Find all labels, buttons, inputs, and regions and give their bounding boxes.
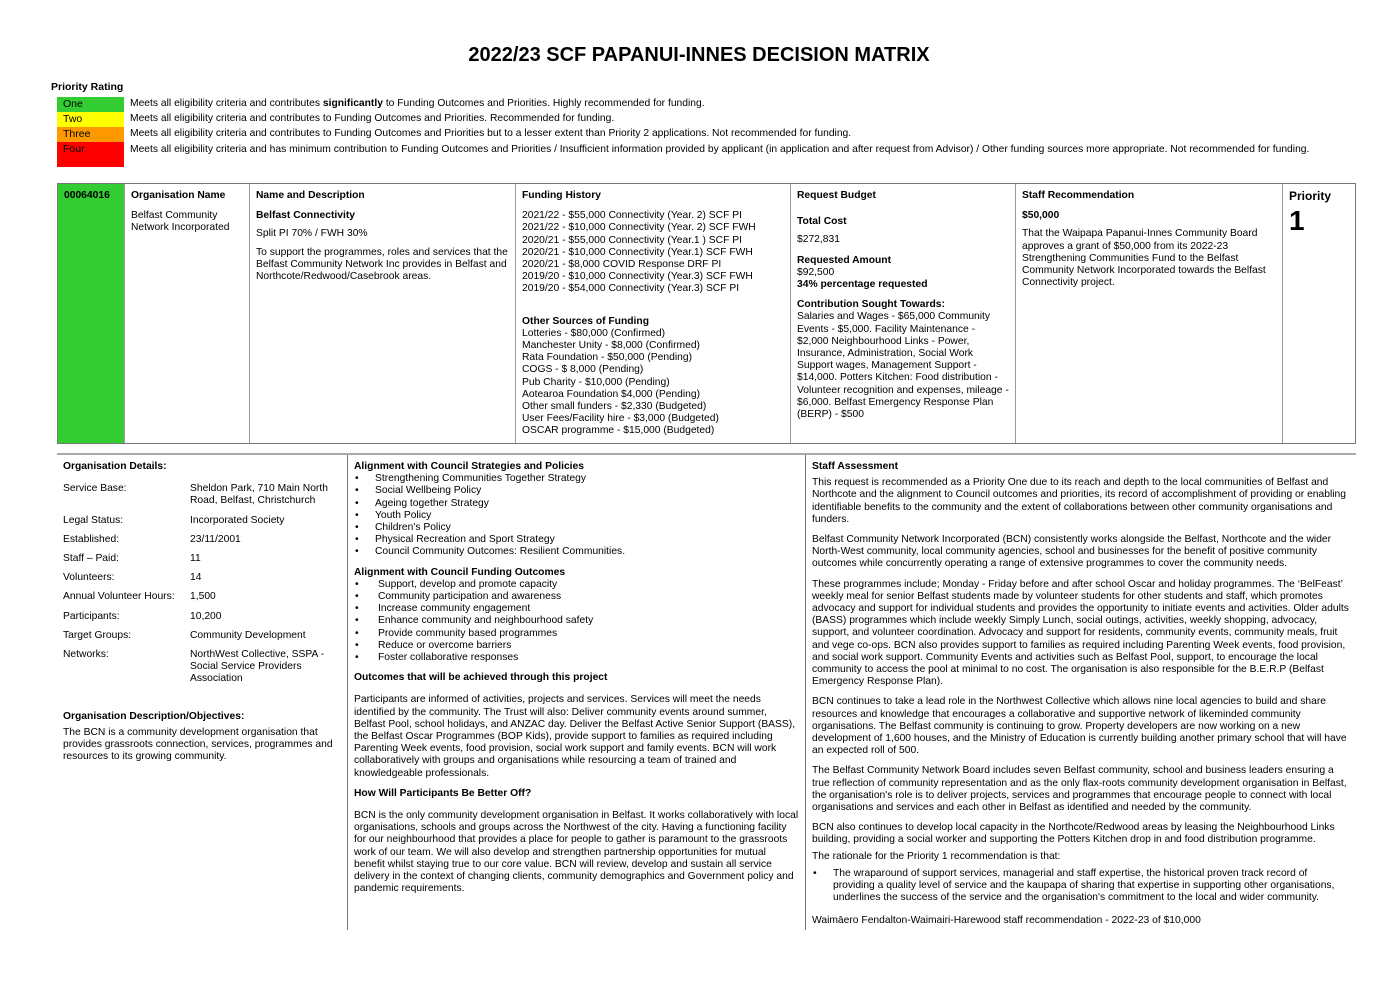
name-description-header: Name and Description [256,190,365,201]
other-source-item: User Fees/Facility hire - $3,000 (Budgeted) [522,413,719,425]
organisation-name-header: Organisation Name [131,190,226,201]
list-item: • Physical Recreation and Sport Strategy [354,534,799,546]
priority-header: Priority [1289,189,1332,203]
page-title: 2022/23 SCF PAPANUI-INNES DECISION MATRIX [468,44,930,66]
rationale-intro: The rationale for the Priority 1 recommendation is that: [812,850,1061,862]
priority-value: 1 [1289,205,1305,237]
detail-row-service-base: Service Base: Sheldon Park, 710 Main North Road, Belfast, Christchurch [63,483,328,507]
funding-history-list [522,210,784,295]
recommendation-text: That the Waipapa Papanui-Innes Community Board approves a grant of $50,000 from its 2022-23 Strengthening Communities Fund to the Belfast Community Network Incorporated towards the Belfast Connectivity project. [1022,228,1266,289]
staff-recommendation-cell [1016,184,1283,443]
request-budget-header: Request Budget [797,190,876,201]
list-item: • Ageing together Strategy [354,498,799,510]
project-name: Belfast Connectivity [256,210,355,222]
staff-recommendation-header: Staff Recommendation [1022,190,1135,201]
funding-history-item: 2019/20 - $10,000 Connectivity (Year.3) SCF FWH [522,271,753,283]
organisation-details-column [57,455,347,930]
detail-row-staff-paid: Staff – Paid: 11 [63,553,201,565]
requested-amount-value: $92,500 [797,266,835,278]
detail-row-networks: Networks: NorthWest Collective, SSPA - Social Service Providers Association [63,649,325,685]
list-item: • The wraparound of support services, managerial and staff expertise, the historical proven track record of providing a quality level of service and the kaupapa of sharing that expertise in supporting other organisations, underlines the success of the service and the organisation's commitment to the local and wider community. [812,868,1350,905]
list-item: • Increase community engagement [354,603,799,615]
application-id-cell [58,184,125,443]
priority-one-description: Meets all eligibility criteria and contributes significantly to Funding Outcomes and Priorities. Highly recommended for funding. [130,98,705,109]
better-off-heading: How Will Participants Be Better Off? [354,787,532,799]
assessment-paragraph: BCN also continues to develop local capacity in the Northcote/Redwood areas by leasing the Neighbourhood Links building, providing a social worker and supporting the Potters Kitchen drop in and food distribution programme. [812,822,1335,846]
other-source-item: COGS - $ 8,000 (Pending) [522,364,644,376]
detail-row-target-groups: Target Groups: Community Development [63,629,306,641]
funding-outcomes-list [354,579,799,664]
assessment-paragraph: The Belfast Community Network Board includes seven Belfast community, school and business leaders ensuring a true reflection of community representation and as the only flax-roots community development organisation in Belfast, the organisation's role is to deliver projects, services and programmes that encourage people to connect with local organisations and services and each other in Belfast as identified and needed by the community. [812,765,1347,814]
list-item: • Social Wellbeing Policy [354,485,799,497]
list-item: • Youth Policy [354,510,799,522]
other-source-item: Pub Charity - $10,000 (Pending) [522,376,670,388]
assessment-paragraph: This request is recommended as a Priority One due to its reach and depth to the local communities of Belfast and Northcote and the alignment to Council outcomes and priorities, its record of accomplishment of providing or enabling identifiable benefits to the community and the extent of collaborations between other community organisations and funders. [812,477,1347,525]
better-off-text: BCN is the only community development organisation in Belfast. It works collaboratively with local organisations, schools and groups across the Northwest of the city. Having a functioning facility for our neighbourhood that provides a place for people to gather is paramount to the grassroots work of our team. We will also develop and strengthen partnership opportunities for mutual benefit whilst staying true to our core value. BCN will review, develop and sustain all service delivery in the context of changing clients, community demographics and Government policy and pandemic requirements. [354,810,799,895]
other-sources-list [522,328,784,438]
priority-one-swatch: One [57,97,124,112]
detail-row-volunteer-hours: Annual Volunteer Hours: 1,500 [63,591,216,603]
strategies-list [354,473,799,558]
contribution-sought-label: Contribution Sought Towards: [797,299,945,311]
organisation-details-heading: Organisation Details: [63,461,167,472]
funding-outcomes-heading: Alignment with Council Funding Outcomes [354,566,566,578]
detail-row-volunteers: Volunteers: 14 [63,572,202,584]
list-item: • Foster collaborative responses [354,652,799,664]
detail-row-participants: Participants: 10,200 [63,610,222,622]
funding-history-item: 2021/22 - $10,000 Connectivity (Year. 2) SCF FWH [522,222,756,234]
other-source-item: Rata Foundation - $50,000 (Pending) [522,352,693,364]
total-cost-label: Total Cost [797,216,847,228]
organisation-name: Belfast Community Network Incorporated [131,210,230,234]
other-source-item: Manchester Unity - $8,000 (Confirmed) [522,340,700,352]
staff-assessment-heading: Staff Assessment [812,461,899,472]
priority-cell [1283,184,1355,443]
list-item: • Community participation and awareness [354,591,799,603]
priority-rating-heading: Priority Rating [51,81,124,93]
name-description-cell [250,184,516,443]
list-item: • Support, develop and promote capacity [354,579,799,591]
priority-four-description: Meets all eligibility criteria and has minimum contribution to Funding Outcomes and Priorities / Insufficient information provided by applicant (in application and after request from Advisor) / Other funding sources more appropriate. Not recommended for funding. [130,144,1310,155]
funding-history-cell [516,184,791,443]
priority-two-swatch: Two [57,112,124,127]
request-budget-cell [791,184,1016,443]
funding-history-item: 2020/21 - $55,000 Connectivity (Year.1 ) SCF PI [522,234,742,246]
outcomes-achieved-heading: Outcomes that will be achieved through this project [354,672,608,684]
details-section [57,453,1356,930]
rationale-list [812,868,1350,905]
funding-history-item: 2019/20 - $54,000 Connectivity (Year.3) SCF PI [522,283,740,295]
detail-row-established: Established: 23/11/2001 [63,533,241,545]
assessment-paragraph: BCN continues to take a lead role in the Northwest Collective which allows nine local agencies to build and share resources and knowledge that encourages a collaborative and supportive network of likeminded community organisations. The Belfast community is continuing to grow. Property developers are now working on a new development of 1,600 houses, and the Ministry of Education is currently building another primary school that will have an expected roll of 500. [812,696,1347,757]
total-cost-value: $272,831 [797,234,840,246]
list-item: • Strengthening Communities Together Strategy [354,473,799,485]
other-sources-header: Other Sources of Funding [522,315,649,327]
detail-row-legal-status: Legal Status: Incorporated Society [63,514,285,526]
other-source-item: Aotearoa Foundation $4,000 (Pending) [522,388,701,400]
alignment-column [348,455,805,930]
priority-three-swatch: Three [57,127,124,142]
list-item: • Reduce or overcome barriers [354,640,799,652]
priority-four-swatch: Four [57,142,124,167]
funding-history-item: 2020/21 - $8,000 COVID Response DRF PI [522,259,722,271]
recommended-amount: $50,000 [1022,210,1060,222]
other-source-item: OSCAR programme - $15,000 (Budgeted) [522,425,715,437]
priority-two-description: Meets all eligibility criteria and contributes to Funding Outcomes and Priorities. Recommended for funding. [130,113,615,124]
funding-history-item: 2020/21 - $10,000 Connectivity (Year.1) SCF FWH [522,246,753,258]
list-item: • Enhance community and neighbourhood safety [354,615,799,627]
organisation-description-heading: Organisation Description/Objectives: [63,710,245,722]
application-id: 00064016 [64,190,110,201]
contribution-sought-text: Salaries and Wages - $65,000 Community Events - $5,000. Facility Maintenance - $2,000 Neighbourhood Links - Power, Insurance, Administration, Social Work Support wages, Management Support - $14,000. Potters Kitchen: Food distribution - Volunteer recognition and expenses, mileage - $6,000. Belfast Emergency Response Plan (BERP) - $500 [797,311,1009,421]
organisation-cell [125,184,250,443]
other-source-item: Other small funders - $2,330 (Budgeted) [522,401,707,413]
other-source-item: Lotteries - $80,000 (Confirmed) [522,327,666,339]
split-ratio: Split PI 70% / FWH 30% [256,228,368,240]
organisation-description-text: The BCN is a community development organisation that provides grassroots connection, services, programmes and resources to its growing community. [63,726,333,763]
funding-history-header: Funding History [522,190,601,201]
list-item: • Children's Policy [354,522,799,534]
funding-history-item: 2021/22 - $55,000 Connectivity (Year. 2) SCF PI [522,210,742,222]
priority-three-description: Meets all eligibility criteria and contributes to Funding Outcomes and Priorities but to a lesser extent than Priority 2 applications. Not recommended for funding. [130,128,852,139]
application-row [57,183,1356,444]
outcomes-achieved-text: Participants are informed of activities, projects and services. Services will meet the needs identified by the community. The Trust will also: Deliver community events around summer, Belfast Pool, school holidays, and ANZAC day. Deliver the Belfast Active Senior Support (BASS), the Belfast Oscar Programmes (BOP Kids), provide support to families as required including Parenting Week events, food provision, social work support and family events. BCN will work collaboratively with groups and organisations while resourcing a team of trained and knowledgeable professionals. [354,694,796,779]
assessment-footer: Waimāero Fendalton-Waimairi-Harewood staff recommendation - 2022-23 of $10,000 [812,914,1201,926]
list-item: • Council Community Outcomes: Resilient Communities. [354,546,799,558]
staff-assessment-column [806,455,1356,930]
strategies-heading: Alignment with Council Strategies and Policies [354,461,585,472]
list-item: • Provide community based programmes [354,628,799,640]
project-description: To support the programmes, roles and services that the Belfast Community Network Inc provides in Belfast and Northcote/Redwood/Casebrook areas. [256,246,508,283]
requested-amount-label: Requested Amount [797,254,892,266]
assessment-paragraph: These programmes include; Monday - Friday before and after school Oscar and holiday programmes. The ‘BelFeast’ weekly meal for senior Belfast students made by volunteer students for other students and staff, which promotes advocacy and support for individual students and provides the opportunity to initiate events and activities. Older adults (BASS) programmes which include weekly Simply Lunch, social outings, activities, weekly shopping, advocacy, support, and volunteer coordination. Advocacy and support for residents, community events, community meals, fruit and vege co-ops. BCN also provides support to families as required including Parenting Week events, food provision, and social work support. Community Events and activities such as Belfast Pool, support, to encourage the local community to access the pool at minimal to no cost. The organisation is also responsible for the B.E.R.P (Belfast Emergency Response Plan). [812,578,1349,688]
percentage-requested: 34% percentage requested [797,279,928,291]
assessment-paragraph: Belfast Community Network Incorporated (BCN) consistently works alongside the Belfast, Northcote and the wider North-West community, local community agencies, school and businesses for the benefit of positive community outcomes while concurrently operating a range of extensive programmes to cover the community needs. [812,534,1332,570]
